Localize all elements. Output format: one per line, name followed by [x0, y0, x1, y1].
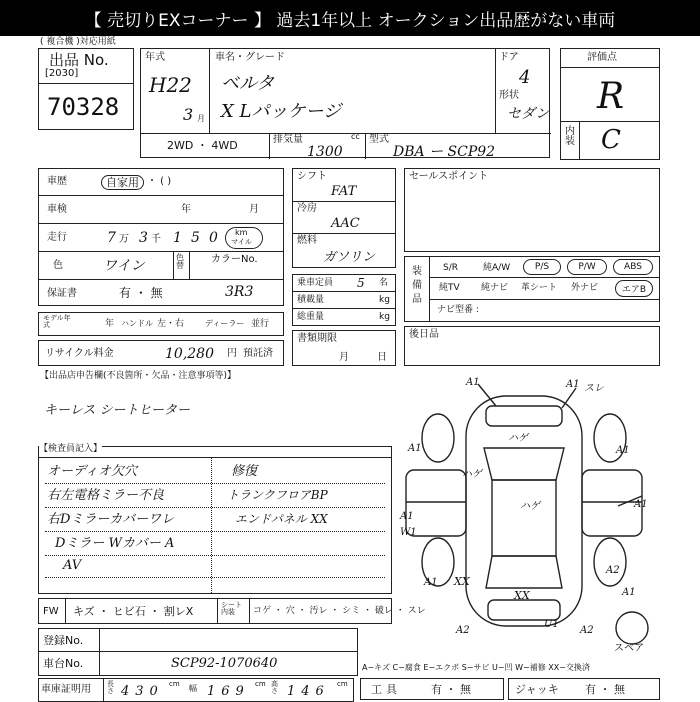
seat-items: コゲ ・ 穴 ・ 汚レ ・ シミ ・ 破レ ・ スレ	[253, 606, 426, 616]
model-name: ベルタ	[221, 73, 275, 94]
inspector-note-1: オーディオ欠穴	[47, 464, 137, 479]
lot-tag: [2030]	[45, 68, 79, 79]
mark-a1-5: A1	[400, 511, 414, 522]
equip-airbag: エアB	[615, 280, 653, 297]
mileage-d1: 1	[173, 230, 182, 246]
inspector-note-7: トランクフロアBP	[227, 488, 328, 502]
warranty-label: 保証書	[47, 288, 77, 299]
model-year-year: 年	[105, 319, 115, 329]
handle-label: ハンドル	[121, 319, 153, 328]
capacity-unit: 名	[379, 278, 389, 288]
dims-height: 146	[287, 684, 330, 699]
mark-u1: U1	[544, 619, 559, 630]
jack-value: 有 ・ 無	[585, 683, 625, 696]
equip-abs: ABS	[613, 259, 653, 275]
year-month: 3	[183, 105, 194, 124]
body-shape-label: 形状	[499, 90, 519, 101]
year-month-unit: 月	[197, 114, 205, 123]
weight-unit: kg	[379, 312, 390, 322]
dims-width-label: 幅	[189, 684, 197, 693]
tools-value: 有 ・ 無	[431, 683, 471, 696]
damage-legend: A−キズ C−腐食 E−エクボ S−サビ U−凹 W−補修 XX−交換済	[362, 663, 590, 672]
mileage-man-unit: 万	[119, 234, 129, 245]
mark-a1-7: A1	[424, 577, 438, 588]
mark-a1-4: A1	[616, 445, 630, 456]
capacity-label: 乗車定員	[297, 278, 334, 288]
inspector-note-8: エンドパネル XX	[235, 512, 328, 526]
interior-value: C	[601, 125, 621, 155]
score-box	[560, 48, 660, 160]
inspector-title: 【検査員記入】	[39, 444, 103, 454]
recycle-note: 預託済	[243, 348, 273, 359]
mileage-unit-km: km	[235, 228, 248, 237]
dealer-label: ディーラー	[205, 319, 245, 328]
dims-width: 169	[207, 684, 250, 699]
mark-sure: スレ	[584, 383, 604, 394]
equipment-box	[404, 256, 660, 322]
color-value: ワイン	[103, 258, 145, 274]
mileage-d3: 0	[209, 230, 218, 246]
mileage-sen: 3	[139, 230, 148, 246]
inspector-note-4: Dミラー Wカバー A	[55, 536, 175, 551]
notice-text: キーレス シートヒーター	[44, 403, 190, 418]
history-label: 車歴	[47, 176, 67, 187]
dims-height-unit: cm	[337, 680, 348, 688]
type-code-value: DBA ー SCP92	[393, 144, 496, 160]
chassis-value: SCP92-1070640	[171, 656, 278, 671]
color-code-label: カラーNo.	[211, 254, 258, 265]
weight-label: 総重量	[297, 312, 325, 322]
mileage-label: 走行	[47, 232, 67, 243]
inspector-box	[38, 446, 392, 594]
dims-width-unit: cm	[255, 680, 266, 688]
doors-label: ドア	[499, 52, 519, 63]
inspection-label: 車検	[47, 204, 67, 215]
jack-box	[508, 678, 660, 700]
score-value: R	[597, 76, 625, 117]
displacement-value: 1300	[307, 144, 343, 160]
model-year-label: モデル年式	[43, 314, 71, 329]
chassis-label: 車台No.	[43, 657, 84, 670]
spec-box	[292, 168, 396, 268]
navi-model-label: ナビ型番 :	[437, 305, 479, 315]
dims-length-unit: cm	[169, 680, 180, 688]
mark-a2-1: A2	[456, 625, 470, 636]
sales-point-label: セールスポイント	[409, 171, 489, 182]
dims-height-label: 高さ	[271, 680, 278, 695]
color-code-value: 3R3	[225, 284, 254, 300]
inspector-note-2: 右左電格ミラー不良	[47, 488, 165, 503]
interior-label: 内装	[565, 126, 575, 147]
jack-label: ジャッキ	[515, 683, 559, 696]
history-suffix: ・ ( )	[147, 176, 172, 187]
drive-type: 2WD ・ 4WD	[167, 139, 238, 152]
handle-value: 左・右	[157, 319, 185, 329]
dims-length-label: 長さ	[107, 680, 114, 695]
mileage-man: 7	[107, 230, 116, 246]
mark-a2-3: A2	[606, 565, 620, 576]
recycle-value: 10,280	[165, 346, 214, 362]
recycle-unit: 円	[227, 348, 237, 359]
capacity-value: 5	[357, 276, 365, 290]
shift-value: FAT	[331, 184, 357, 199]
vehicle-top-box	[140, 48, 550, 158]
car-damage-diagram	[396, 376, 666, 662]
deadline-box	[292, 330, 396, 366]
equip-sr: S/R	[443, 263, 458, 273]
arrival-label: 後日品	[409, 329, 439, 340]
displacement-unit: cc	[351, 132, 360, 141]
mark-a2-2: A2	[580, 625, 594, 636]
type-code-label: 型式	[369, 134, 389, 145]
dealer-value: 並行	[251, 319, 270, 329]
equip-alloy: 純A/W	[483, 263, 511, 273]
lot-box	[38, 48, 134, 130]
lot-label: 出品 No.	[49, 51, 109, 69]
year-label: 年式	[145, 52, 165, 63]
color-label: 色	[53, 260, 63, 271]
equip-navi: 純ナビ	[481, 283, 509, 293]
recycle-label: リサイクル料金	[45, 348, 114, 359]
inspection-year: 年	[181, 204, 191, 215]
equip-ext-navi: 外ナビ	[571, 283, 599, 293]
deadline-label: 書類期限	[297, 333, 337, 344]
mark-xx-2: XX	[514, 589, 530, 602]
equip-ps: P/S	[523, 259, 561, 275]
mark-a1-6: A1	[634, 499, 648, 510]
inspector-note-5: AV	[63, 558, 82, 573]
arrival-box	[404, 326, 660, 366]
equip-tv: 純TV	[439, 283, 460, 293]
fw-label: FW	[43, 606, 59, 617]
mileage-unit-mile: マイル	[231, 238, 252, 246]
mark-hage-2: ハゲ	[520, 501, 540, 512]
doors-value: 4	[519, 67, 531, 88]
banner: 【 売切りEXコーナー 】 過去1年以上 オークション出品歴がない車両	[0, 0, 700, 36]
reg-box	[38, 628, 358, 676]
mark-hage-3: ハゲ	[462, 469, 482, 480]
inspector-note-6: 修復	[231, 464, 258, 479]
ac-label: 冷房	[297, 203, 317, 214]
sub-header: ( 複合機 )対応用紙	[40, 37, 116, 47]
dims-length: 430	[121, 684, 164, 699]
body-shape-value: セダン	[507, 106, 550, 122]
model-year-box	[38, 312, 284, 336]
ac-value: AAC	[331, 216, 360, 231]
recycle-box	[38, 340, 284, 366]
tools-label: 工具	[371, 683, 401, 696]
fuel-label: 燃料	[297, 235, 317, 246]
deadline-day: 日	[377, 352, 387, 363]
color-change-label: 色替	[176, 253, 184, 270]
spare-label: スペア	[614, 643, 644, 654]
mark-a1-2: A1	[566, 379, 580, 390]
deadline-month: 月	[339, 352, 349, 363]
score-label: 評価点	[587, 52, 617, 63]
dims-box	[38, 678, 354, 702]
mark-xx-1: XX	[454, 575, 470, 588]
model-label: 車名・グレード	[215, 52, 285, 63]
notice-title: 【出品店申告欄(不良箇所・欠品・注意事項等)】	[40, 371, 237, 381]
inspection-month: 月	[249, 204, 259, 215]
reg-no-label: 登録No.	[43, 634, 84, 647]
fw-items: キズ ・ ヒビ石 ・ 割レX	[73, 605, 194, 618]
tools-box	[360, 678, 504, 700]
mark-a1-8: A1	[622, 587, 636, 598]
shift-label: シフト	[297, 171, 327, 182]
history-value: 自家用	[101, 175, 144, 190]
details-box	[38, 168, 284, 306]
mark-hage-1: ハゲ	[508, 433, 528, 444]
equipment-label: 装備品	[412, 266, 422, 305]
warranty-value: 有 ・ 無	[119, 286, 163, 300]
sales-point-box	[404, 168, 660, 252]
fw-box	[38, 598, 426, 624]
year-era: H22	[149, 73, 192, 97]
mark-a1-3: A1	[408, 443, 422, 454]
capacity-box	[292, 274, 396, 326]
inspector-note-3: 右Dミラーカバーワレ	[47, 512, 175, 527]
load-label: 積載量	[297, 295, 325, 305]
fuel-value: ガソリン	[323, 250, 376, 265]
seat-label: シート内装	[221, 601, 242, 616]
lot-number: 70328	[47, 93, 120, 121]
mileage-sen-unit: 千	[151, 234, 161, 245]
mark-a1-1: A1	[466, 377, 480, 388]
mileage-d2: 5	[191, 230, 200, 246]
dims-label: 車庫証明用	[41, 684, 91, 695]
mark-w1: W1	[400, 527, 417, 538]
model-grade: X Lパッケージ	[221, 101, 342, 122]
displacement-label: 排気量	[273, 134, 303, 145]
equip-pw: P/W	[567, 259, 607, 275]
equip-leather: 革シート	[521, 283, 558, 293]
load-unit: kg	[379, 295, 390, 305]
